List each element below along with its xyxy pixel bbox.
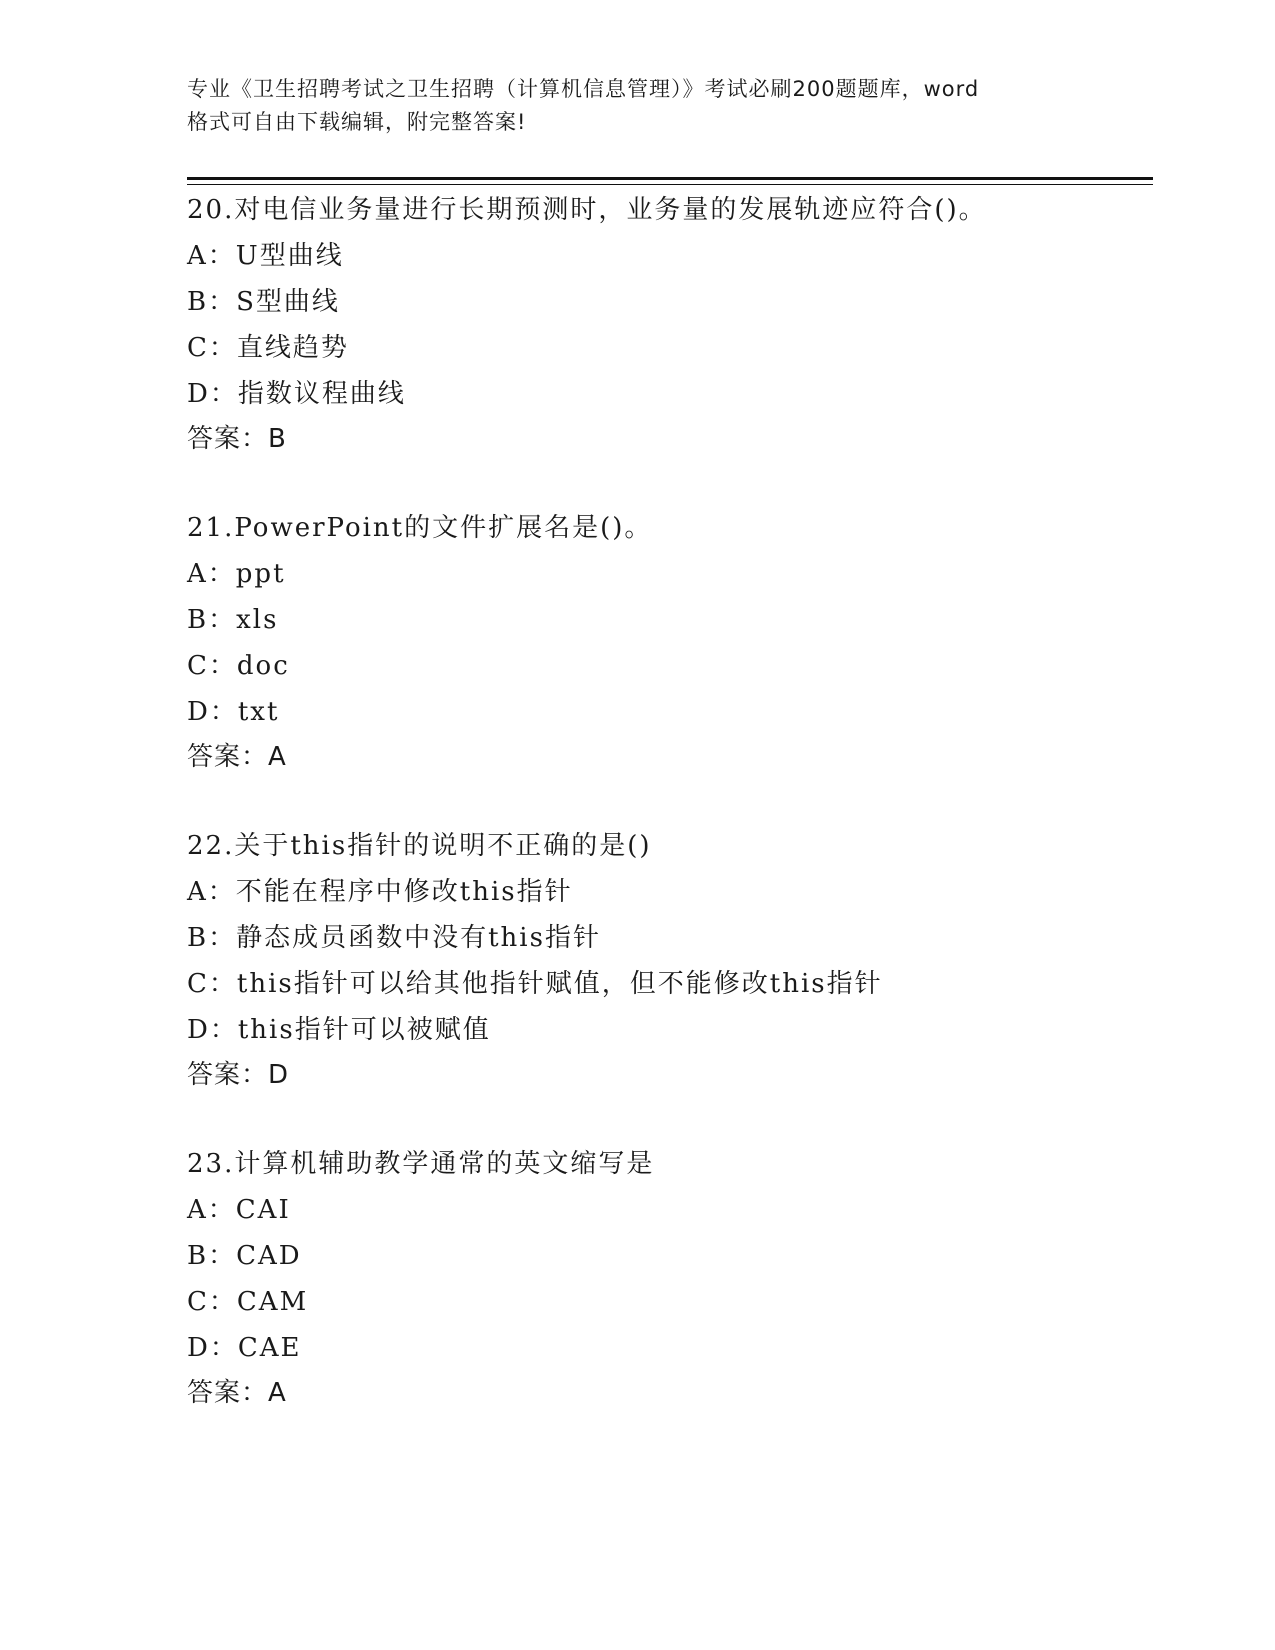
option-c: C：this指针可以给其他指针赋值，但不能修改this指针 xyxy=(187,969,883,999)
answer-line: 答案：D xyxy=(187,1060,290,1090)
option-c: C：doc xyxy=(187,651,290,681)
option-b: B：S型曲线 xyxy=(187,287,340,317)
question-20 xyxy=(187,187,1153,461)
header-line-2: 格式可自由下载编辑，附完整答案! xyxy=(187,110,527,134)
question-stem: 22.关于this指针的说明不正确的是() xyxy=(187,831,652,861)
question-stem: 23.计算机辅助教学通常的英文缩写是 xyxy=(187,1149,655,1179)
answer-line: 答案：A xyxy=(187,742,287,772)
option-d: D：txt xyxy=(187,697,280,727)
header-divider-thick xyxy=(187,177,1153,180)
option-d: D：CAE xyxy=(187,1333,302,1363)
option-b: B：xls xyxy=(187,605,279,635)
header-divider-thin xyxy=(187,184,1153,185)
option-b: B：CAD xyxy=(187,1241,302,1271)
question-stem: 21.PowerPoint的文件扩展名是()。 xyxy=(187,513,653,543)
document-header xyxy=(187,73,1087,139)
option-a: A：不能在程序中修改this指针 xyxy=(187,877,573,907)
question-22 xyxy=(187,823,1153,1097)
option-a: A：U型曲线 xyxy=(187,241,344,271)
header-line-1: 专业《卫生招聘考试之卫生招聘（计算机信息管理）》考试必刷200题题库，word xyxy=(187,77,980,101)
option-d: D：指数议程曲线 xyxy=(187,379,406,409)
option-c: C：CAM xyxy=(187,1287,309,1317)
option-c: C：直线趋势 xyxy=(187,333,349,363)
option-b: B：静态成员函数中没有this指针 xyxy=(187,923,601,953)
option-a: A：ppt xyxy=(187,559,286,589)
question-stem: 20.对电信业务量进行长期预测时，业务量的发展轨迹应符合()。 xyxy=(187,195,987,225)
option-a: A：CAI xyxy=(187,1195,291,1225)
answer-line: 答案：B xyxy=(187,424,287,454)
answer-line: 答案：A xyxy=(187,1378,287,1408)
question-21 xyxy=(187,505,1153,779)
question-23 xyxy=(187,1141,1153,1415)
option-d: D：this指针可以被赋值 xyxy=(187,1015,491,1045)
question-list xyxy=(187,187,1153,1459)
